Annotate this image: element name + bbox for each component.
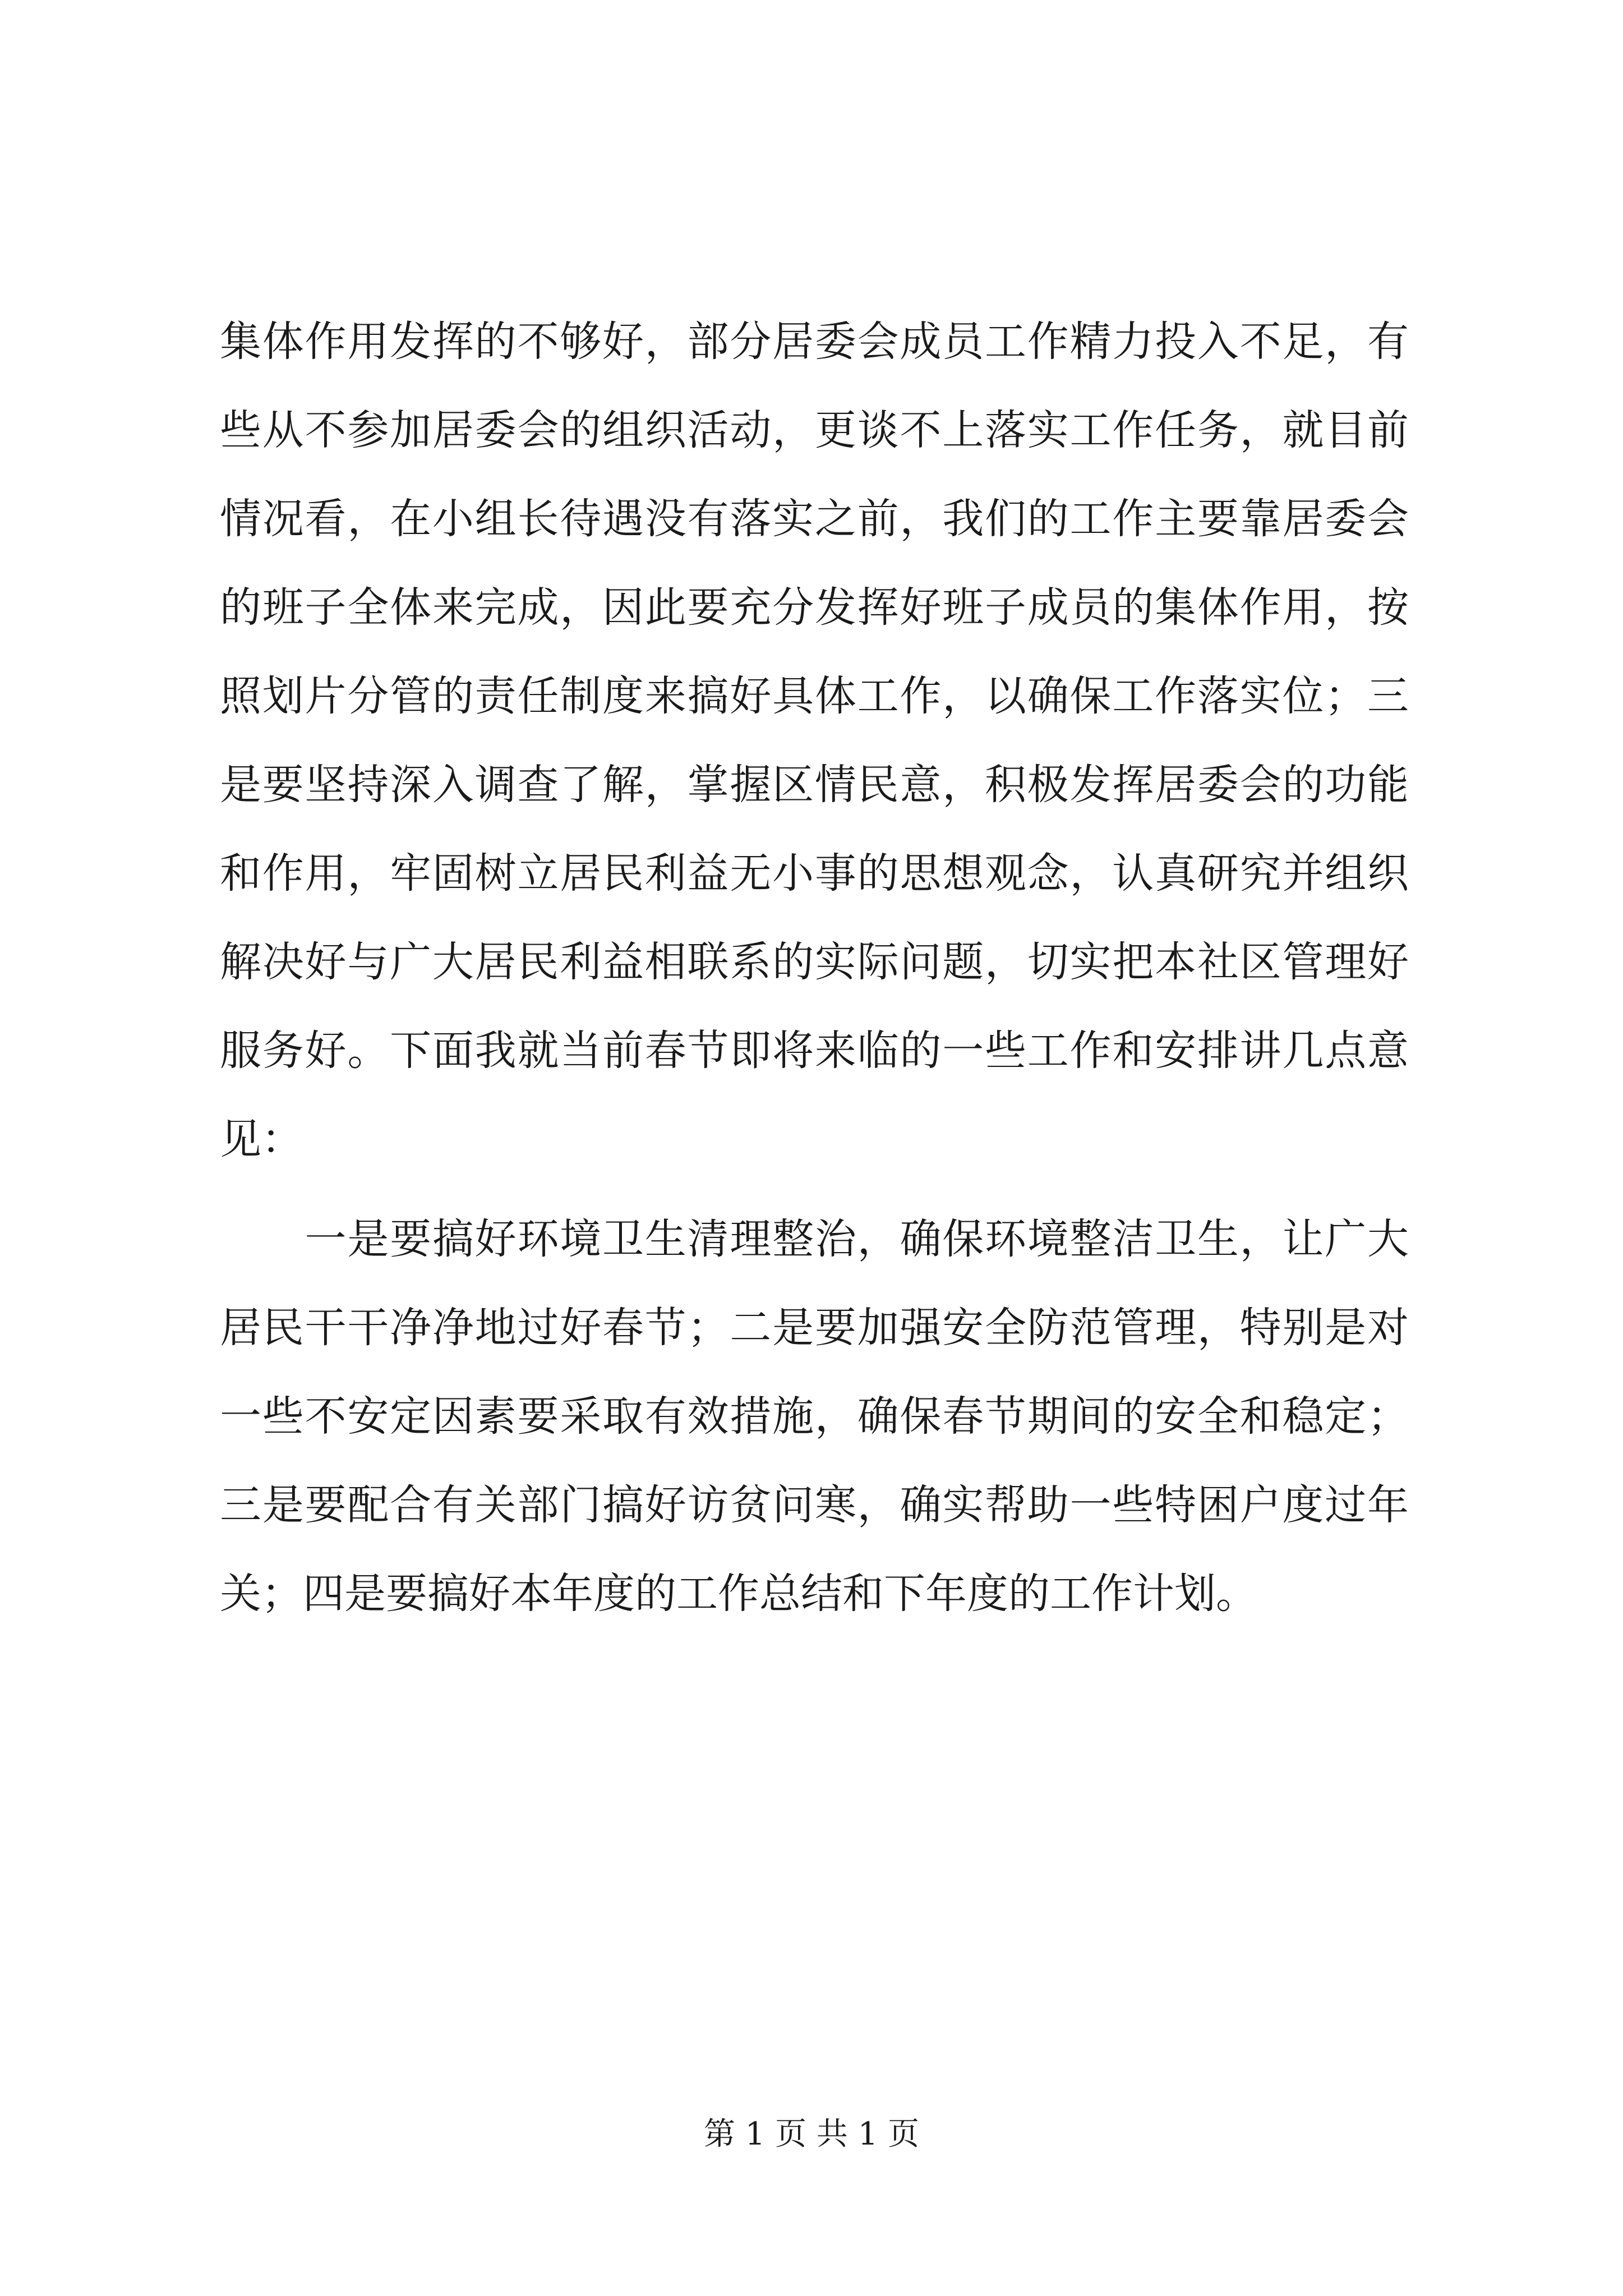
- paragraph-2-line: 一些不安定因素要采取有效措施，确保春节期间的安全和稳定；: [220, 1392, 1409, 1441]
- paragraph-1-line: 情况看，在小组长待遇没有落实之前，我们的工作主要靠居委会: [220, 495, 1409, 543]
- page-number-footer: 第 1 页 共 1 页: [703, 2116, 920, 2152]
- paragraph-2-line: 三是要配合有关部门搞好访贫问寒，确实帮助一些特困户度过年: [220, 1481, 1409, 1529]
- paragraph-1-line: 解决好与广大居民利益相联系的实际问题，切实把本社区管理好: [220, 938, 1409, 986]
- paragraph-2-line: 居民干干净净地过好春节；二是要加强安全防范管理，特别是对: [220, 1304, 1409, 1352]
- document-body: [220, 297, 1409, 1638]
- paragraph-1-line: 是要坚持深入调查了解，掌握区情民意，积极发挥居委会的功能: [220, 761, 1409, 809]
- paragraph-2-line: 一是要搞好环境卫生清理整治，确保环境整洁卫生，让广大: [220, 1215, 1409, 1263]
- paragraph-gap: [220, 1184, 1409, 1195]
- paragraph-1-line: 些从不参加居委会的组织活动，更谈不上落实工作任务，就目前: [220, 406, 1409, 454]
- paragraph-1-line: 的班子全体来完成，因此要充分发挥好班子成员的集体作用，按: [220, 583, 1409, 632]
- paragraph-1-line: 照划片分管的责任制度来搞好具体工作，以确保工作落实位；三: [220, 672, 1409, 720]
- paragraph-2-line: 关；四是要搞好本年度的工作总结和下年度的工作计划。: [220, 1570, 1257, 1618]
- paragraph-1-line: 和作用，牢固树立居民利益无小事的思想观念，认真研究并组织: [220, 849, 1409, 898]
- paragraph-1-line: 集体作用发挥的不够好，部分居委会成员工作精力投入不足，有: [220, 318, 1409, 366]
- paragraph-1-line: 见：: [220, 1115, 303, 1163]
- paragraph-1-line: 服务好。下面我就当前春节即将来临的一些工作和安排讲几点意: [220, 1027, 1409, 1075]
